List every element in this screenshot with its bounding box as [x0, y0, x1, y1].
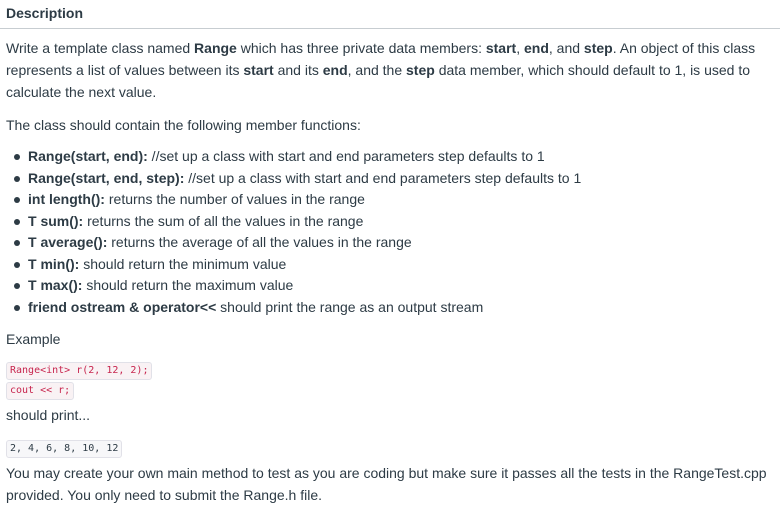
- intro-member-end: end: [524, 40, 549, 56]
- member-description: returns the sum of all the values in the range: [83, 212, 364, 229]
- code-snippet: cout << r;: [6, 382, 74, 400]
- intro-text-4: , and: [548, 40, 584, 56]
- code-line: [6, 378, 774, 398]
- code-line: [6, 358, 774, 378]
- member-description: returns the number of values in the range: [104, 191, 365, 207]
- intro-paragraph: [6, 37, 774, 103]
- list-item: [28, 232, 774, 254]
- closing-paragraph: You may create your own main method to test as you are coding but make sure it passes all the tests in the RangeTest.cpp provided. You only need to submit the Range.h file.: [6, 465, 767, 503]
- list-item: [28, 211, 774, 233]
- code-line: [6, 436, 774, 456]
- intro-text-6: and its: [273, 62, 323, 78]
- example-output-block: [6, 436, 774, 456]
- member-signature: Range(start, end, step):: [28, 169, 185, 186]
- intro-text-8: data member, which should default to 1, is used to calculate the next value.: [6, 62, 750, 100]
- list-item: [28, 254, 774, 276]
- member-function-list: [6, 146, 774, 318]
- member-description: should return the minimum value: [79, 255, 287, 272]
- member-description: should return the maximum value: [82, 277, 294, 293]
- member-description: //set up a class with start and end parameters step defaults to 1: [184, 169, 582, 186]
- output-snippet: 2, 4, 6, 8, 10, 12: [6, 440, 122, 458]
- member-signature: int length():: [28, 191, 105, 207]
- intro-text-1: Write a template class named: [6, 40, 195, 56]
- member-signature: T sum():: [28, 212, 84, 229]
- list-item: [28, 297, 774, 319]
- list-item: [28, 189, 774, 211]
- code-snippet: Range<int> r(2, 12, 2);: [6, 362, 152, 380]
- members-intro: The class should contain the following member functions:: [6, 117, 361, 133]
- member-signature: T average():: [28, 234, 108, 250]
- intro-member-start-2: start: [243, 62, 274, 78]
- intro-text-7: , and the: [347, 62, 407, 78]
- member-description: should print the range as an output stream: [216, 298, 484, 315]
- member-signature: friend ostream & operator<<: [28, 298, 217, 315]
- should-print-label: should print...: [6, 407, 91, 423]
- member-signature: T min():: [28, 255, 80, 272]
- example-code-block: [6, 358, 774, 398]
- description-heading: Description: [6, 5, 84, 21]
- list-item: [28, 146, 774, 168]
- intro-text-3: ,: [516, 40, 524, 56]
- intro-member-step: step: [583, 40, 613, 56]
- member-description: returns the average of all the values in the range: [107, 234, 412, 250]
- list-item: [28, 275, 774, 297]
- member-signature: T max():: [28, 277, 83, 293]
- intro-member-step-2: step: [406, 62, 435, 78]
- intro-text-5: . An object of this class represents a list of values between its: [6, 40, 756, 78]
- example-label: Example: [6, 331, 61, 347]
- intro-text-2: which has three private data members:: [236, 40, 486, 56]
- intro-member-start: start: [485, 40, 517, 56]
- heading-divider: [0, 28, 780, 29]
- intro-class-name: Range: [194, 40, 237, 56]
- list-item: [28, 168, 774, 190]
- member-signature: Range(start, end):: [28, 148, 148, 164]
- intro-member-end-2: end: [322, 62, 348, 78]
- member-description: //set up a class with start and end parameters step defaults to 1: [147, 148, 545, 164]
